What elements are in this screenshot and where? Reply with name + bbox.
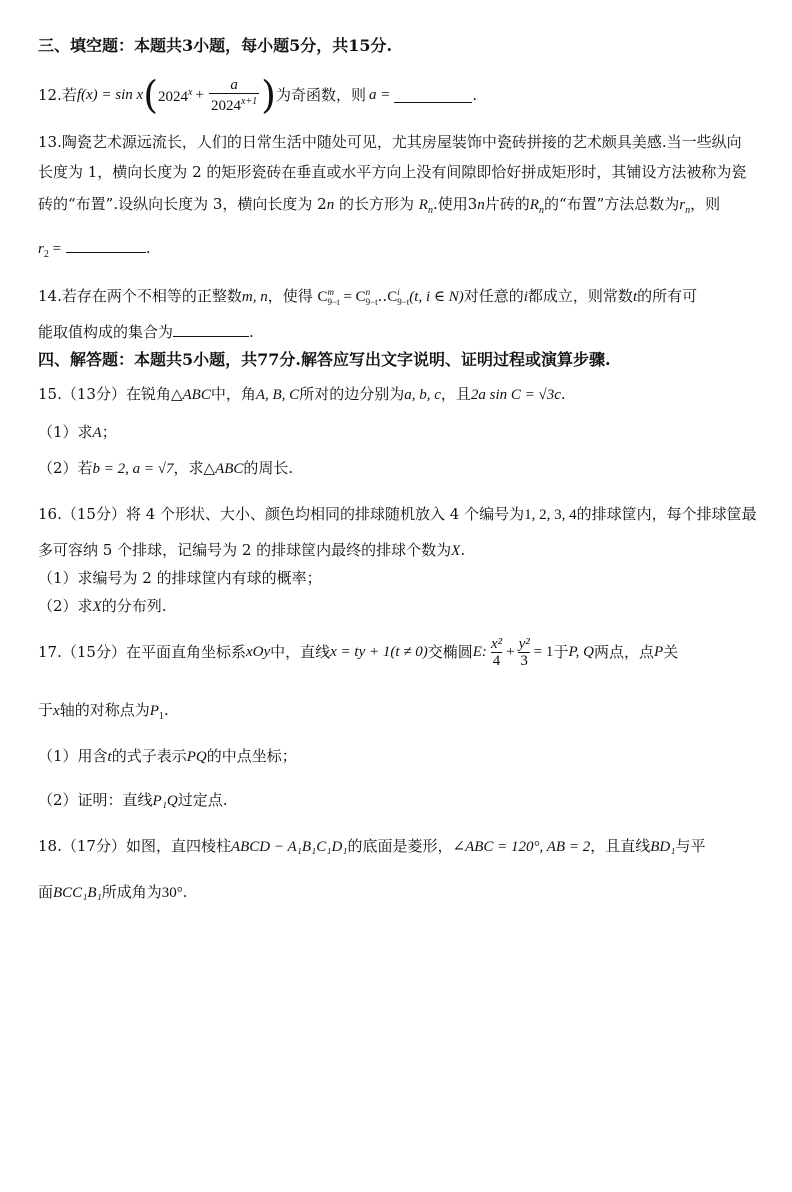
q13-r-sub: n (685, 205, 691, 216)
q15-p2-cond: b = 2, a = √7 (92, 461, 174, 477)
q16-line-1 (38, 504, 757, 525)
section-3-heading (38, 36, 392, 56)
q17-text-1f: 关 (663, 643, 679, 661)
q18-text-1a: 18.（17分）如图，直四棱柱 (38, 837, 231, 855)
q13-equals: = (48, 241, 62, 257)
q14-sub3: 9−t (397, 297, 410, 307)
q17-yn: y² (518, 635, 530, 652)
q14-C2-indices (366, 287, 378, 307)
q14-text-1c: 对任意的 (463, 287, 524, 305)
q12-number: 12.若 (38, 86, 77, 104)
section-3-title: 三、填空题：本题共3小题，每小题5分，共15分. (38, 36, 393, 55)
q13-line-4 (38, 238, 151, 265)
q14-line-1 (38, 286, 697, 307)
q17-yd: 3 (520, 652, 528, 669)
q12-fraction (209, 77, 259, 114)
q17-p1-text: （1）用含 (38, 747, 108, 765)
q18-BD1: BD₁ (650, 839, 676, 855)
q12-a-var: a = (369, 87, 391, 103)
q15-triangle: △ABC (170, 387, 211, 403)
q17-text-1c: 交椭圆 (427, 643, 473, 661)
q14-text-1e: 的所有可 (637, 287, 698, 305)
q14-C3: C (387, 289, 398, 305)
q14-text-1d: 都成立，则常数 (527, 287, 633, 305)
q15-p2-end: 的周长. (243, 459, 294, 477)
q12-function: f(x) = sin x (76, 87, 144, 103)
q17-xn: x² (490, 635, 503, 652)
q17-P: P (654, 644, 664, 660)
q18-angle: ∠ABC = 120°, AB = 2 (452, 839, 591, 855)
q12-end: . (472, 86, 478, 104)
q17-p2-line: P₁Q (152, 793, 178, 809)
q15-line-1 (38, 384, 566, 405)
q13-n2: n (477, 197, 485, 213)
q18-prism: ABCD − A₁B₁C₁D₁ (230, 839, 348, 855)
q14-C2: C (355, 289, 366, 305)
q13-n: n (326, 197, 335, 213)
q17-part-2 (38, 790, 228, 811)
q16-text-2b: . (460, 541, 466, 559)
q18-text-1d: 与平 (675, 837, 706, 855)
q18-end: . (182, 883, 188, 901)
q17-xOy: xOy (245, 644, 271, 660)
q12-plus: + (195, 87, 204, 103)
q15-p2-text2: ，求 (173, 459, 204, 477)
q17-text-2b: 轴的对称点为 (59, 701, 150, 719)
q18-line-1 (38, 836, 705, 857)
q12-right-paren: ) (261, 73, 276, 117)
q17-text-1b: 中，直线 (270, 643, 331, 661)
q17-p1-end: 的中点坐标； (206, 747, 297, 765)
q18-text-1c: ，且直线 (590, 837, 651, 855)
q15-part-1 (38, 422, 117, 443)
q13-R-sub: n (427, 205, 433, 216)
q17-text-1d: 于 (553, 643, 569, 661)
q12-den-exp: x+1 (240, 95, 258, 107)
q17-p1-PQ: PQ (186, 749, 207, 765)
q13-R2-sub: n (538, 205, 544, 216)
q13-line-1 (38, 132, 742, 152)
q15-text-1d: ，且 (440, 385, 471, 403)
q15-p1-text: （1）求 (38, 423, 93, 441)
q17-line-2 (38, 700, 169, 727)
q12-den-base: 2024 (210, 97, 241, 114)
q12-term1 (158, 83, 192, 107)
q17-E: E: (472, 644, 487, 660)
q16-p2-text: （2）求 (38, 597, 93, 615)
q16-part-2 (38, 596, 167, 617)
q14-dot: .. (377, 287, 388, 305)
q13-r2-sub: 2 (43, 249, 49, 260)
q13-end: . (145, 239, 151, 257)
q17-eq1: = 1 (533, 644, 554, 660)
q16-line-2 (38, 540, 465, 561)
q17-line-1 (38, 630, 678, 674)
q14-C1: C (317, 289, 328, 305)
q17-line-eq: x = ty + 1(t ≠ 0) (330, 644, 428, 660)
q14-sub1: 9−t (327, 297, 340, 307)
q16-text-1b: 的排球筐内，每个排球筐最 (576, 505, 757, 523)
q17-x: x (53, 703, 60, 719)
q14-answer-blank[interactable] (173, 322, 249, 337)
q13-answer-blank[interactable] (66, 238, 146, 253)
q16-part-1 (38, 568, 322, 588)
q17-plus: + (506, 644, 515, 660)
q17-frac-y (517, 636, 532, 669)
q15-condition: 2a sin C = √3c (470, 387, 561, 403)
q17-part-1 (38, 746, 297, 767)
q17-p2-text: （2）证明：直线 (38, 791, 153, 809)
q18-plane: BCC₁B₁ (53, 885, 102, 901)
q15-text-1a: 15.（13分）在锐角 (38, 385, 171, 403)
q13-text-3f: ，则 (690, 195, 721, 213)
q15-p2-text: （2）若 (38, 459, 93, 477)
q16-text-2a: 多可容纳 5 个排球，记编号为 2 的排球筐内最终的排球个数为 (38, 541, 452, 559)
section-4-title: 四、解答题：本题共5小题，共77分.解答应写出文字说明、证明过程或演算步骤. (38, 350, 611, 369)
q15-text-1b: 中，角 (210, 385, 256, 403)
q16-X: X (451, 543, 461, 559)
q18-text-2a: 面 (38, 883, 54, 901)
q18-deg: 30° (161, 885, 183, 901)
q17-text-2a: 于 (38, 701, 54, 719)
q16-p2-end: 的分布列. (101, 597, 167, 615)
q14-C1-indices (328, 287, 340, 307)
q15-end: . (560, 385, 566, 403)
q12-left-paren: ( (143, 73, 159, 117)
q13-r: r (679, 197, 686, 213)
q15-p2-tri: △ABC (203, 461, 244, 477)
q13-line-3 (38, 194, 720, 221)
q13-text-3a: 砖的“布置”.设纵向长度为 3，横向长度为 2 (38, 195, 327, 213)
q14-C3-indices (397, 287, 409, 307)
q12-answer-blank[interactable] (394, 88, 472, 103)
q17-p1-t: t (107, 749, 112, 765)
q16-p1-text: （1）求编号为 2 的排球筐内有球的概率； (38, 569, 322, 587)
q14-t: t (632, 289, 638, 305)
q14-sub2: 9−t (365, 297, 378, 307)
q12-exp: x (188, 87, 193, 98)
q12-frac-den (209, 93, 259, 114)
q15-part-2 (38, 458, 293, 479)
q18-line-2 (38, 882, 188, 903)
q13-line-2 (38, 162, 746, 182)
q14-sup1: m (327, 287, 335, 297)
section-4-heading (38, 350, 611, 370)
q14-paren: (t, i ∈ N) (409, 289, 464, 305)
q13-text-1: 13.陶瓷艺术源远流长，人们的日常生活中随处可见，尤其房屋装饰中瓷砖拼接的艺术颇具美感.当一些纵向 (38, 133, 742, 151)
q17-end: . (163, 701, 169, 719)
q17-P1-sub: 1 (158, 711, 164, 722)
q17-P1: P (149, 703, 159, 719)
q13-text-3b: 的长方形为 (334, 195, 419, 213)
question-12 (38, 72, 477, 118)
q17-text-1e: 两点，点 (594, 643, 655, 661)
q18-text-2b: 所成角为 (101, 883, 162, 901)
q14-text-2: 能取值构成的集合为 (38, 323, 174, 341)
q17-xd: 4 (492, 652, 501, 669)
q17-p1-text2: 的式子表示 (111, 747, 187, 765)
q14-text-1a: 14.若存在两个不相等的正整数 (38, 287, 242, 305)
q18-text-1b: 的底面是菱形， (347, 837, 453, 855)
q14-i: i (523, 289, 528, 305)
q16-nums: 1, 2, 3, 4 (524, 507, 577, 523)
q15-p1-end: ； (101, 423, 117, 441)
q17-frac-x (489, 636, 504, 669)
q15-sides: a, b, c (404, 387, 441, 403)
q13-text-3c: .使用3 (432, 195, 478, 213)
q16-text-1a: 16.（15分）将 4 个形状、大小、颜色均相同的排球随机放入 4 个编号为 (38, 505, 525, 523)
q17-text-1a: 17.（15分）在平面直角坐标系 (38, 643, 246, 661)
q15-angles: A, B, C (255, 387, 300, 403)
q13-R2: R (529, 197, 539, 213)
q15-p1-A: A (92, 425, 102, 441)
q12-frac-num: a (230, 76, 238, 93)
q14-line-2 (38, 322, 254, 342)
q14-mn: m, n (241, 289, 268, 305)
q14-sup3: i (397, 287, 400, 297)
q13-text-3e: 的“布置”方法总数为 (543, 195, 680, 213)
q13-text-3d: 片砖的 (484, 195, 530, 213)
q13-R: R (418, 197, 428, 213)
q13-text-2: 长度为 1，横向长度为 2 的矩形瓷砖在垂直或水平方向上没有间隙即恰好拼成矩形时，其铺设方法被称为瓷 (38, 163, 747, 181)
q14-end: . (249, 323, 254, 341)
q15-text-1c: 所对的边分别为 (299, 385, 405, 403)
q14-text-1b: ，使得 (267, 287, 313, 305)
q17-PQ: P, Q (568, 644, 595, 660)
q17-p2-end: 过定点. (177, 791, 228, 809)
q16-p2-X: X (92, 599, 102, 615)
q12-base: 2024 (158, 89, 189, 105)
q12-text: 为奇函数，则 (275, 86, 366, 104)
q14-eq: = (339, 289, 356, 305)
q13-r2: r (38, 241, 44, 257)
q14-sup2: n (365, 287, 371, 297)
